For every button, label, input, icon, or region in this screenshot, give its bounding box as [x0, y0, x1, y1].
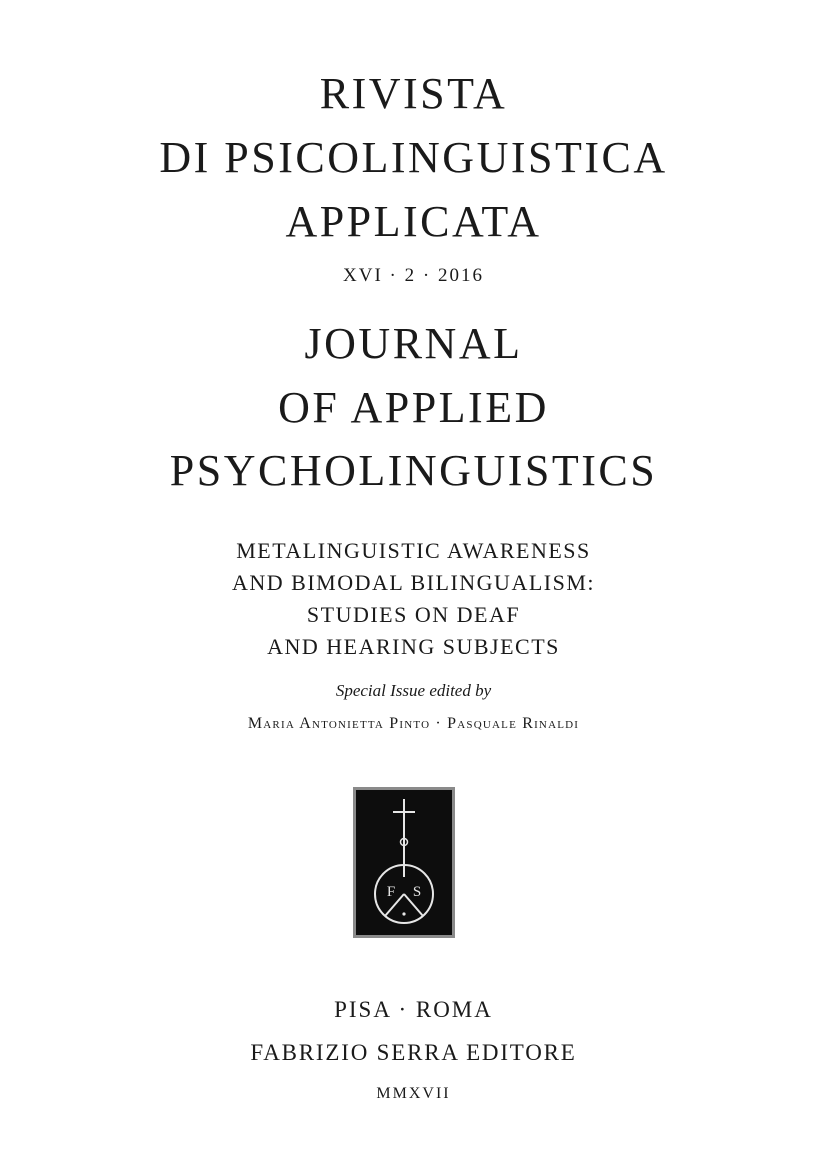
volume-issue-year: XVI · 2 · 2016 — [343, 265, 484, 286]
journal-title-en-line-3: PSYCHOLINGUISTICS — [169, 446, 658, 495]
editors-names: Maria Antonietta Pinto · Pasquale Rinaldi — [247, 715, 580, 732]
issue-subtitle-line-1: METALINGUISTIC AWARENESS — [236, 538, 591, 563]
journal-title-line-1: RIVISTA — [319, 69, 508, 118]
edited-by-label: Special Issue edited by — [335, 681, 492, 700]
issue-subtitle-line-2: AND BIMODAL BILINGUALISM: — [232, 570, 595, 595]
publisher-logo-icon — [353, 787, 455, 938]
journal-title-en-line-2: OF APPLIED — [278, 383, 549, 432]
journal-title-line-2: DI PSICOLINGUISTICA — [159, 133, 668, 182]
svg-text:S: S — [412, 884, 422, 900]
issue-subtitle-line-3: STUDIES ON DEAF — [306, 602, 521, 627]
journal-title-line-3: APPLICATA — [285, 197, 542, 246]
imprint-year: MMXVII — [376, 1085, 451, 1102]
imprint-publisher: FABRIZIO SERRA EDITORE — [250, 1040, 577, 1065]
svg-text:F: F — [386, 884, 396, 900]
imprint-place: PISA · ROMA — [334, 997, 493, 1022]
issue-subtitle-line-4: AND HEARING SUBJECTS — [267, 634, 560, 659]
journal-title-en-line-1: JOURNAL — [304, 319, 523, 368]
